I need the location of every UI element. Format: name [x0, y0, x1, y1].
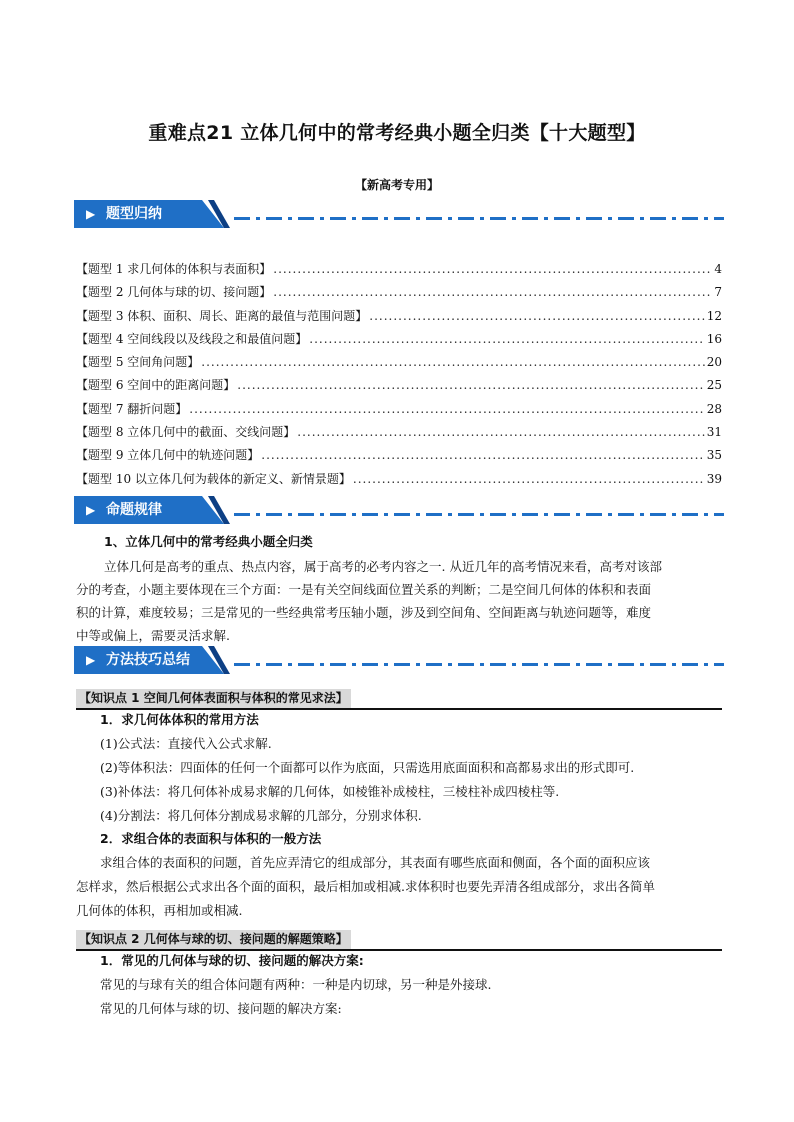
- rule-paragraph-line: 分的考查，小题主要体现在三个方面：一是有关空间线面位置关系的判断；二是空间几何体的体积和表面: [76, 582, 652, 597]
- toc-entry[interactable]: [76, 281, 722, 304]
- paragraph-line: 求组合体的表面积的问题，首先应弄清它的组成部分，其表面有哪些底面和侧面，各个面的面积应该: [100, 855, 651, 870]
- section-title: 题型归纳: [106, 206, 162, 222]
- paragraph-line: 常见的与球有关的组合体问题有两种：一种是内切球，另一种是外接球.: [100, 977, 492, 992]
- dashed-divider: [234, 217, 724, 220]
- toc-label: 【题型 2 几何体与球的切、接问题】: [76, 285, 272, 300]
- toc-label: 【题型 3 体积、面积、周长、距离的最值与范围问题】: [76, 308, 368, 323]
- toc-leader: [273, 258, 712, 281]
- toc-leader: [237, 374, 704, 397]
- toc-leader: [353, 468, 705, 491]
- play-triangle-icon: ▶: [86, 207, 96, 221]
- toc-entry[interactable]: [76, 468, 722, 491]
- dashed-divider: [234, 663, 724, 666]
- paragraph-line: 常见的几何体与球的切、接问题的解决方案:: [100, 1001, 342, 1016]
- toc-leader: [297, 421, 704, 444]
- toc-entry[interactable]: [76, 398, 722, 421]
- paragraph-line: 几何体的体积，再相加或相减.: [76, 903, 243, 918]
- play-triangle-icon: ▶: [86, 503, 96, 517]
- page-title: 重难点21 立体几何中的常考经典小题全归类【十大题型】: [148, 122, 646, 144]
- toc-leader: [369, 305, 704, 328]
- toc-entry[interactable]: [76, 351, 722, 374]
- rule-paragraph-line: 积的计算，难度较易；三是常见的一些经典常考压轴小题，涉及到空间角、空间距离与轨迹问题等，难度: [76, 605, 652, 620]
- rule-paragraph-line: 中等或偏上，需要灵活求解.: [76, 628, 230, 643]
- toc-page: 20: [706, 355, 722, 370]
- toc-leader: [189, 398, 704, 421]
- toc-entry[interactable]: [76, 305, 722, 328]
- knowledge-point-title: 【知识点 2 几何体与球的切、接问题的解题策略】: [76, 930, 351, 949]
- table-of-contents: [76, 258, 722, 491]
- knowledge-point-title: 【知识点 1 空间几何体表面积与体积的常见求法】: [76, 689, 351, 708]
- section-title: 方法技巧总结: [106, 652, 190, 668]
- play-triangle-icon: ▶: [86, 653, 96, 667]
- page-subtitle: 【新高考专用】: [354, 178, 439, 192]
- toc-page: 4: [714, 262, 722, 276]
- toc-label: 【题型 6 空间中的距离问题】: [76, 378, 236, 393]
- toc-page: 31: [706, 425, 722, 440]
- paragraph-line: 怎样求，然后根据公式求出各个面的面积，最后相加或相减.求体积时也要先弄清各组成部分，求出各简单: [76, 879, 655, 894]
- toc-leader: [261, 444, 704, 467]
- method-item: (2)等体积法：四面体的任何一个面都可以作为底面，只需选用底面面积和高都易求出的形式即可.: [100, 760, 635, 775]
- dashed-divider: [234, 513, 724, 516]
- toc-label: 【题型 4 空间线段以及线段之和最值问题】: [76, 331, 308, 346]
- toc-page: 39: [706, 471, 722, 486]
- toc-label: 【题型 1 求几何体的体积与表面积】: [76, 262, 272, 276]
- toc-page: 12: [706, 308, 722, 323]
- toc-page: 16: [706, 331, 722, 346]
- section-title: 命题规律: [106, 502, 162, 518]
- toc-leader: [201, 351, 704, 374]
- method-item: (4)分割法：将几何体分割成易求解的几部分，分别求体积.: [100, 808, 422, 823]
- toc-page: 25: [706, 378, 722, 393]
- toc-entry[interactable]: [76, 421, 722, 444]
- rule-paragraph-line: 立体几何是高考的重点、热点内容，属于高考的必考内容之一. 从近几年的高考情况来看，高考对该部: [104, 559, 662, 574]
- section-banner-question-types: [74, 200, 724, 228]
- section-banner-exam-rules: [74, 496, 724, 524]
- toc-entry[interactable]: [76, 374, 722, 397]
- method-item: (3)补体法：将几何体补成易求解的几何体，如棱锥补成棱柱，三棱柱补成四棱柱等.: [100, 784, 560, 799]
- toc-entry[interactable]: [76, 328, 722, 351]
- toc-entry[interactable]: [76, 444, 722, 467]
- toc-entry[interactable]: [76, 258, 722, 281]
- toc-label: 【题型 5 空间角问题】: [76, 355, 200, 370]
- toc-label: 【题型 10 以立体几何为载体的新定义、新情景题】: [76, 471, 351, 486]
- subheading: 1．求几何体体积的常用方法: [100, 712, 259, 727]
- toc-page: 7: [714, 285, 722, 300]
- subheading: 2．求组合体的表面积与体积的一般方法: [100, 831, 322, 846]
- toc-page: 28: [706, 401, 722, 416]
- toc-page: 35: [706, 448, 722, 463]
- toc-label: 【题型 9 立体几何中的轨迹问题】: [76, 448, 260, 463]
- subheading: 1．常见的几何体与球的切、接问题的解决方案:: [100, 953, 364, 968]
- method-item: (1)公式法：直接代入公式求解.: [100, 736, 272, 751]
- toc-label: 【题型 8 立体几何中的截面、交线问题】: [76, 425, 296, 440]
- toc-leader: [309, 328, 704, 351]
- toc-leader: [273, 281, 712, 304]
- toc-label: 【题型 7 翻折问题】: [76, 401, 188, 416]
- section-banner-methods: [74, 646, 724, 674]
- rule-heading: 1、立体几何中的常考经典小题全归类: [104, 534, 313, 549]
